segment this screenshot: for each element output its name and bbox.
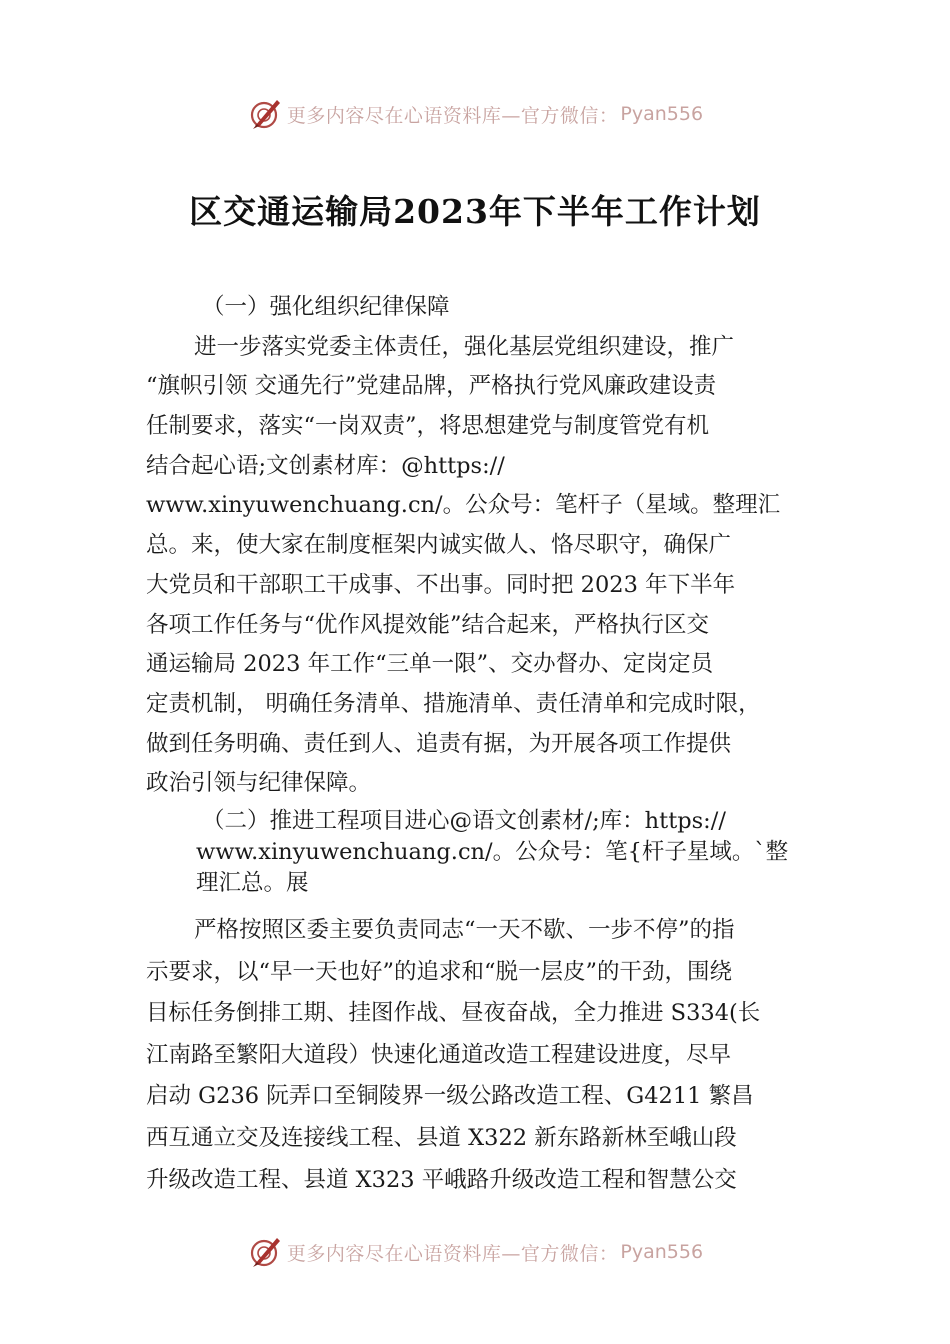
section-2-heading-line: （二）推进工程项目进心@语文创素材/;库：https:// (202, 808, 726, 834)
watermark-account: Pyan556 (620, 1241, 704, 1263)
paragraph-line: “旗帜引领 交通先行”党建品牌，严格执行党风廉政建设责 (146, 373, 717, 400)
section-1 (146, 288, 816, 804)
watermark-text: 更多内容尽在心语资料库—官方微信： (286, 1242, 619, 1265)
watermark-header (0, 94, 950, 134)
paragraph-line: 任制要求，落实“一岗双责”，将思想建党与制度管党有机 (146, 413, 710, 440)
paragraph-line: 升级改造工程、县道 X323 平峨路升级改造工程和智慧公交 (146, 1166, 737, 1193)
paragraph-line: 各项工作任务与“优作风提效能”结合起来，严格执行区交 (146, 611, 710, 638)
paragraph-line: 启动 G236 阮弄口至铜陵界一级公路改造工程、G4211 繁昌 (146, 1083, 754, 1110)
paragraph-line: 进一步落实党委主体责任，强化基层党组织建设，推广 (194, 333, 735, 360)
quill-logo-icon (247, 1234, 283, 1270)
paragraph-line: 总。来，使大家在制度框架内诚实做人、恪尽职守，确保广 (146, 532, 732, 559)
section-1-heading: （一）强化组织纪律保障 (202, 294, 450, 320)
quill-logo-icon (247, 96, 283, 132)
paragraph-line: 江南路至繁阳大道段）快速化通道改造工程建设进度，尽早 (146, 1041, 732, 1068)
paragraph-line: 结合起心语;文创素材库：@https:// (146, 452, 505, 479)
paragraph-line: 政治引领与纪律保障。 (146, 770, 372, 797)
watermark-account: Pyan556 (620, 103, 704, 125)
paragraph-line: 严格按照区委主要负责同志“一天不歇、一步不停”的指 (194, 917, 735, 943)
paragraph-line: 目标任务倒排工期、挂图作战、昼夜奋战，全力推进 S334(长 (146, 1000, 761, 1027)
section-2-heading-line: 理汇总。展 (196, 870, 309, 896)
paragraph-line: 定责机制， 明确任务清单、措施清单、责任清单和完成时限， (146, 690, 761, 717)
paragraph-line: www.xinyuwenchuang.cn/。公众号：笔杆子（星域。整理汇 (146, 492, 781, 519)
paragraph-line: 西互通立交及连接线工程、县道 X322 新东路新林至峨山段 (146, 1124, 737, 1151)
paragraph-line: 大党员和干部职工干成事、不出事。同时把 2023 年下半年 (146, 571, 736, 598)
section-2-heading-line: www.xinyuwenchuang.cn/。公众号：笔{杆子星域。`整 (196, 839, 789, 865)
paragraph-line: 通运输局 2023 年工作“三单一限”、交办督办、定岗定员 (146, 651, 714, 678)
paragraph-line: 做到任务明确、责任到人、追责有据，为开展各项工作提供 (146, 730, 732, 757)
watermark-footer (0, 1232, 950, 1272)
section-2 (146, 910, 816, 1201)
watermark-text: 更多内容尽在心语资料库—官方微信： (286, 104, 619, 127)
paragraph-line: 示要求，以“早一天也好”的追求和“脱一层皮”的干劲，围绕 (146, 958, 733, 985)
page-title: 区交通运输局2023年下半年工作计划 (189, 192, 761, 231)
section-2-heading (196, 806, 816, 899)
